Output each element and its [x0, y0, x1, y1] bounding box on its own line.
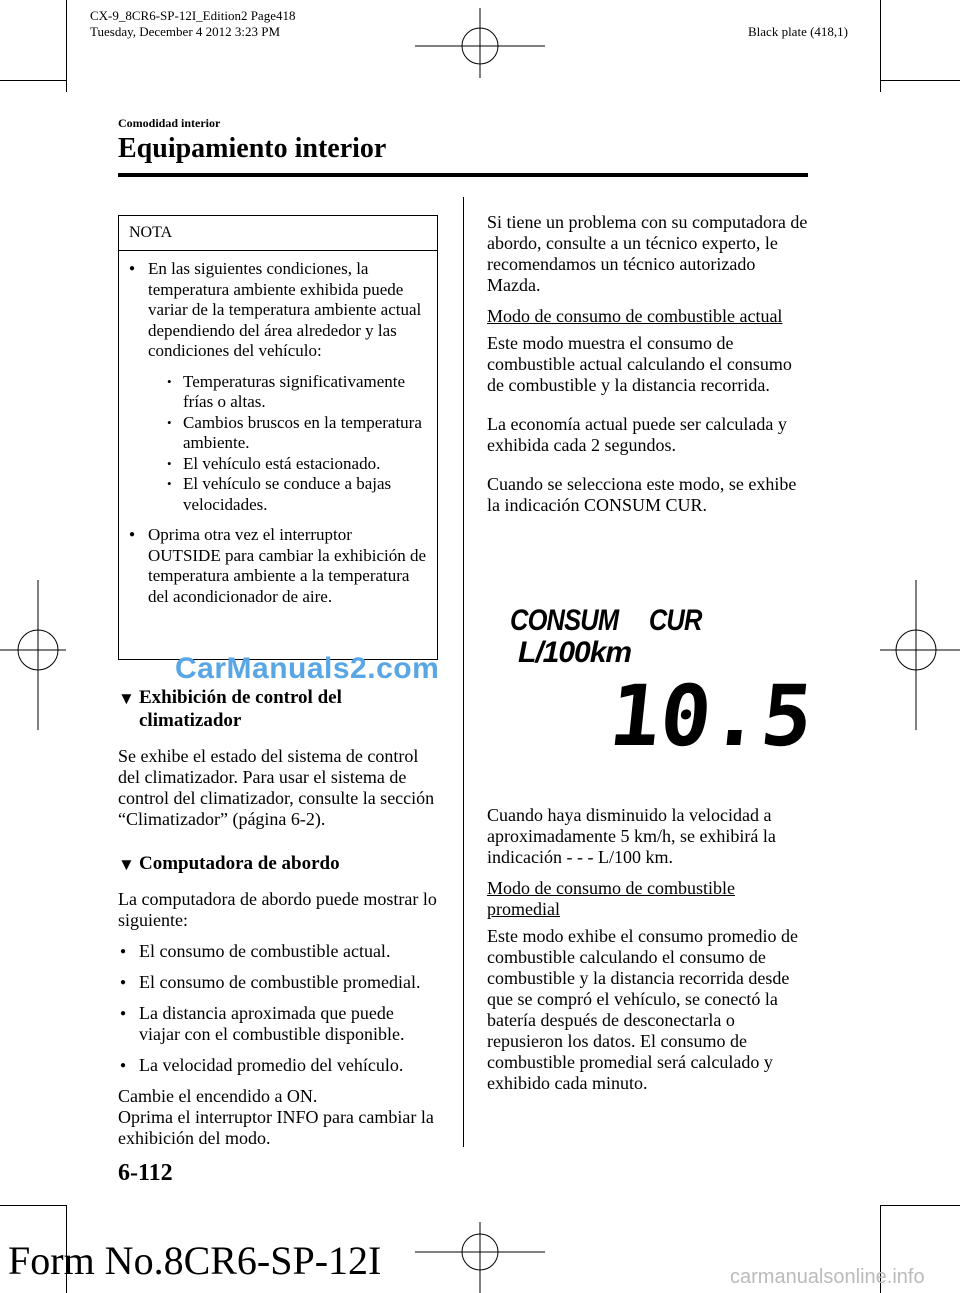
mode-current-desc: Este modo muestra el consumo de combustible actual calculando el consumo de combustible y la distancia recorrida. — [487, 333, 792, 395]
computer-heading: ▼ Computadora de abordo — [118, 853, 340, 874]
note-subitem: • Cambios bruscos en la temperatura ambiente. — [148, 413, 427, 454]
crop-mark — [880, 80, 960, 81]
column-divider — [463, 197, 464, 1147]
mode-current-interval: La economía actual puede ser calculada y exhibida cada 2 segundos. — [487, 414, 787, 455]
registration-mark-left — [0, 580, 66, 730]
display-value: 10.5 — [604, 667, 818, 765]
triangle-icon: ▼ — [118, 855, 135, 874]
note-bullet-text: Oprima otra vez el interruptor OUTSIDE para cambiar la exhibición de temperatura ambiente a la temperatura del acondicionador de aire. — [148, 525, 427, 606]
registration-mark-bottom — [415, 1222, 545, 1293]
section-title: Equipamiento interior — [118, 133, 387, 164]
note-subitem: • Temperaturas significativamente frías o altas. — [148, 372, 427, 413]
triangle-icon: ▼ — [118, 689, 135, 708]
watermark-footer: carmanualsonline.info — [730, 1266, 925, 1288]
computer-outro: Cambie el encendido a ON. Oprima el interruptor INFO para cambiar la exhibición del modo. — [118, 1086, 434, 1148]
computer-item: ● El consumo de combustible promedial. — [118, 972, 438, 993]
mode-heading-current: Modo de consumo de combustible actual — [487, 306, 783, 326]
computer-intro: La computadora de abordo puede mostrar lo siguiente: — [118, 889, 437, 930]
computer-item: ● El consumo de combustible actual. — [118, 941, 438, 962]
low-speed-paragraph: Cuando haya disminuido la velocidad a aproximadamente 5 km/h, se exhibirá la indicación - - - L/100 km. — [487, 805, 776, 867]
display-mode-label: CONSUM CUR — [510, 604, 702, 637]
mode-current-indication: Cuando se selecciona este modo, se exhibe la indicación CONSUM CUR. — [487, 474, 797, 515]
plate-label: Black plate (418,1) — [748, 24, 848, 39]
page-number: 6-112 — [118, 1160, 173, 1186]
note-subitem: • El vehículo está estacionado. — [148, 454, 427, 475]
computer-item: ● La distancia aproximada que puede viajar con el combustible disponible. — [118, 1003, 438, 1045]
note-sublist — [148, 372, 427, 516]
climate-heading: ▼ Exhibición de control del climatizador — [118, 687, 342, 731]
form-number: Form No.8CR6-SP-12I — [8, 1238, 382, 1283]
mode-heading-average: Modo de consumo de combustible promedial — [487, 878, 735, 919]
crop-mark — [0, 80, 66, 81]
print-header-file: CX-9_8CR6-SP-12I_Edition2 Page418 — [90, 8, 296, 23]
display-unit: L/100km — [518, 636, 632, 669]
right-column-top — [487, 212, 812, 526]
crop-mark — [0, 1205, 66, 1206]
right-column-bottom — [487, 805, 812, 1104]
support-paragraph: Si tiene un problema con su computadora de abordo, consulte a un técnico experto, le recomendamos un técnico autorizado Mazda. — [487, 212, 808, 295]
watermark: CarManuals2.com — [175, 652, 440, 685]
note-heading: NOTA — [119, 216, 437, 251]
crop-mark — [880, 0, 881, 92]
registration-mark-right — [880, 580, 960, 730]
header-rule — [118, 173, 808, 177]
left-column — [118, 686, 438, 1149]
note-subitem: • El vehículo se conduce a bajas velocidades. — [148, 474, 427, 515]
registration-mark-top — [415, 8, 545, 78]
crop-mark — [66, 0, 67, 92]
crop-mark — [880, 1205, 960, 1206]
fuel-display-illustration — [510, 604, 818, 765]
note-box — [118, 215, 438, 660]
computer-item: ● La velocidad promedio del vehículo. — [118, 1055, 438, 1076]
print-header — [90, 8, 295, 40]
climate-body: Se exhibe el estado del sistema de control del climatizador. Para usar el sistema de control del climatizador, consulte la sección “Climatizador” (página 6-2). — [118, 746, 435, 829]
section-label: Comodidad interior — [118, 116, 221, 130]
note-bullet — [129, 525, 427, 607]
mode-average-desc: Este modo exhibe el consumo promedio de combustible calculando el consumo de combustible y la distancia recorrida desde que se compró el vehículo, se conectó la batería después de desconectarla o repusieron los datos. El consumo de combustible promedial será calculado y exhibido cada minuto. — [487, 926, 798, 1093]
print-header-date: Tuesday, December 4 2012 3:23 PM — [90, 24, 281, 39]
note-bullet-text: En las siguientes condiciones, la temperatura ambiente exhibida puede variar de la temperatura ambiente actual dependiendo del área alrededor y las condiciones del vehículo: — [148, 259, 422, 360]
note-bullet — [129, 259, 427, 515]
